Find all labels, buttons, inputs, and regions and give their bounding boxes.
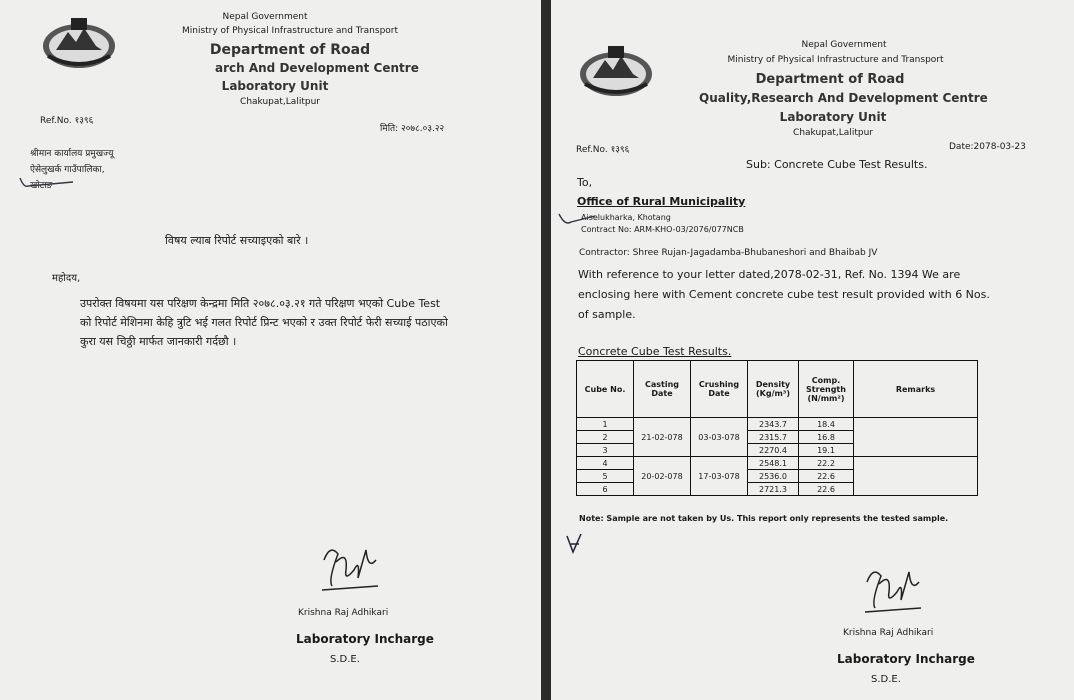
cell-density: 2548.1 bbox=[748, 457, 799, 470]
table-title: Concrete Cube Test Results. bbox=[578, 345, 732, 358]
tick-mark-icon bbox=[18, 172, 78, 190]
cell-strength: 22.6 bbox=[799, 483, 854, 496]
reference-number: Ref.No. १३९६ bbox=[40, 116, 94, 126]
cell-remarks bbox=[854, 457, 978, 496]
reference-number: Ref.No. १३९६ bbox=[576, 145, 630, 155]
nepal-government-emblem-icon bbox=[575, 40, 657, 100]
addressee-line-2: ऐसेलुखर्क गाउँपालिका, bbox=[30, 165, 105, 175]
centre-line: Quality,Research And Development Centre bbox=[699, 91, 988, 105]
cell-cube-no: 3 bbox=[577, 444, 634, 457]
cell-cube-no: 1 bbox=[577, 418, 634, 431]
signature-icon bbox=[318, 540, 384, 598]
header-cube-no: Cube No. bbox=[577, 361, 634, 418]
recipient-location: Aiselukharka, Khotang bbox=[581, 213, 671, 222]
subject-line: विषय ल्याब रिपोर्ट सच्याइएको बारे । bbox=[165, 234, 309, 247]
table-row bbox=[577, 457, 978, 470]
ministry-line: Ministry of Physical Infrastructure and Transport bbox=[727, 55, 944, 65]
initials-mark-icon bbox=[563, 532, 587, 556]
cell-remarks bbox=[854, 418, 978, 457]
signatory-name: Krishna Raj Adhikari bbox=[298, 608, 389, 618]
table-row bbox=[577, 418, 978, 431]
signatory-designation: S.D.E. bbox=[871, 674, 901, 685]
cell-cube-no: 5 bbox=[577, 470, 634, 483]
body-line-1: उपरोक्त विषयमा यस परिक्षण केन्द्रमा मिति २०७८.०३.२१ गते परिक्षण भएको Cube Test bbox=[80, 297, 441, 310]
contractor-line: Contractor: Shree Rujan-Jagadamba-Bhubaneshori and Bhaibab JV bbox=[579, 248, 878, 258]
body-line-2: को रिपोर्ट मेशिनमा केहि त्रुटि भई गलत रिपोर्ट प्रिन्ट भएको र उक्त रिपोर्ट फेरी सच्याई पठाएको bbox=[80, 316, 448, 329]
body-line-3: कुरा यस चिठ्ठी मार्फत जानकारी गर्दछौ । bbox=[80, 335, 237, 348]
cell-strength: 16.8 bbox=[799, 431, 854, 444]
header-density: Density (Kg/m³) bbox=[748, 361, 799, 418]
ministry-line: Ministry of Physical Infrastructure and Transport bbox=[181, 26, 399, 36]
centre-line: arch And Development Centre bbox=[215, 61, 419, 75]
signatory-title: Laboratory Incharge bbox=[837, 652, 975, 666]
government-line: Nepal Government bbox=[222, 12, 308, 22]
paragraph-line-2: enclosing here with Cement concrete cube test result provided with 6 Nos. bbox=[578, 288, 990, 301]
cell-casting-date: 21-02-078 bbox=[634, 418, 691, 457]
cube-test-table bbox=[576, 360, 978, 496]
signatory-title: Laboratory Incharge bbox=[296, 632, 434, 646]
cell-strength: 22.6 bbox=[799, 470, 854, 483]
header-crushing-date: Crushing Date bbox=[691, 361, 748, 418]
cell-density: 2270.4 bbox=[748, 444, 799, 457]
header-strength: Comp. Strength (N/mm²) bbox=[799, 361, 854, 418]
signatory-name: Krishna Raj Adhikari bbox=[843, 628, 934, 638]
unit-line: Laboratory Unit bbox=[779, 110, 887, 124]
cell-crushing-date: 17-03-078 bbox=[691, 457, 748, 496]
cell-cube-no: 6 bbox=[577, 483, 634, 496]
cell-crushing-date: 03-03-078 bbox=[691, 418, 748, 457]
cell-strength: 18.4 bbox=[799, 418, 854, 431]
letter-date: Date:2078-03-23 bbox=[949, 142, 1026, 152]
cell-density: 2536.0 bbox=[748, 470, 799, 483]
cell-casting-date: 20-02-078 bbox=[634, 457, 691, 496]
salutation: महोदय, bbox=[52, 273, 81, 284]
cell-strength: 19.1 bbox=[799, 444, 854, 457]
header-remarks: Remarks bbox=[854, 361, 978, 418]
place-line: Chakupat,Lalitpur bbox=[240, 97, 320, 107]
government-line: Nepal Government bbox=[801, 40, 887, 50]
department-line: Department of Road bbox=[209, 42, 371, 58]
header-casting-date: Casting Date bbox=[634, 361, 691, 418]
table-note: Note: Sample are not taken by Us. This report only represents the tested sample. bbox=[579, 514, 949, 523]
contract-number: Contract No: ARM-KHO-03/2076/077NCB bbox=[581, 225, 744, 234]
subject-line: Sub: Concrete Cube Test Results. bbox=[746, 158, 928, 171]
cell-density: 2315.7 bbox=[748, 431, 799, 444]
cell-density: 2343.7 bbox=[748, 418, 799, 431]
salutation-to: To, bbox=[577, 176, 593, 189]
table-header-row bbox=[577, 361, 978, 418]
paragraph-line-1: With reference to your letter dated,2078-02-31, Ref. No. 1394 We are bbox=[578, 268, 961, 281]
signature-icon bbox=[861, 562, 927, 620]
recipient-office: Office of Rural Municipality bbox=[577, 195, 746, 208]
cell-cube-no: 2 bbox=[577, 431, 634, 444]
signatory-designation: S.D.E. bbox=[330, 654, 360, 665]
right-letter-page bbox=[551, 0, 1074, 700]
department-line: Department of Road bbox=[755, 72, 905, 87]
cell-strength: 22.2 bbox=[799, 457, 854, 470]
letter-date: मिति: २०७८.०३.२२ bbox=[380, 124, 445, 134]
addressee-line-1: श्रीमान कार्यालय प्रमुखज्यू bbox=[30, 149, 114, 159]
unit-line: Laboratory Unit bbox=[221, 79, 329, 93]
cell-density: 2721.3 bbox=[748, 483, 799, 496]
addressee-line-3: खोटाङ bbox=[30, 181, 53, 191]
place-line: Chakupat,Lalitpur bbox=[793, 128, 873, 138]
paragraph-line-3: of sample. bbox=[578, 308, 636, 321]
nepal-government-emblem-icon bbox=[38, 12, 120, 72]
cell-cube-no: 4 bbox=[577, 457, 634, 470]
